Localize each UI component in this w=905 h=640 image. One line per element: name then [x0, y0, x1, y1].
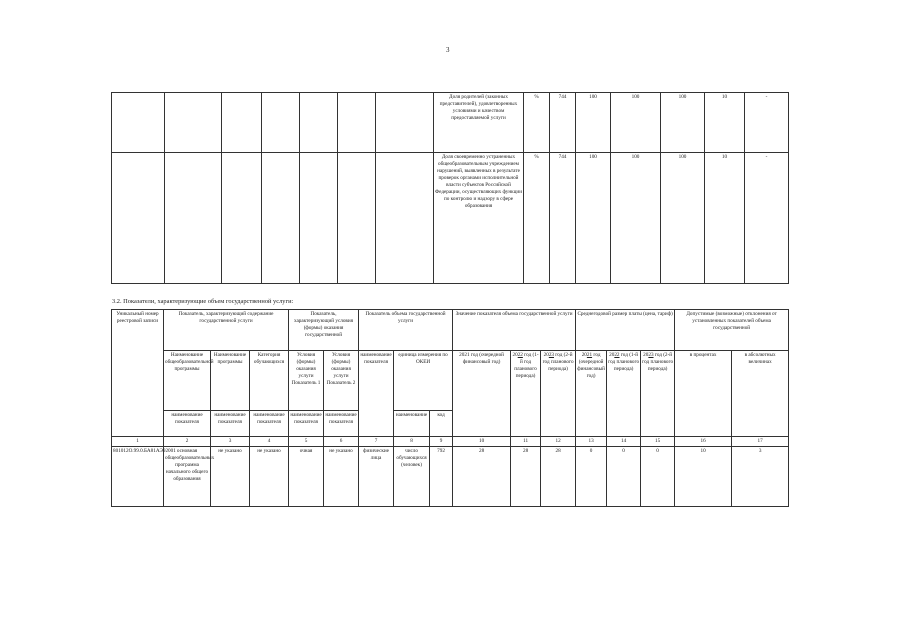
- indicator-name: Доля родителей (законных представителей), удовлетворенных условиями и качеством предоставляемой услуги: [434, 93, 524, 153]
- table-row: 801012О.99.0.БА81АЭ92001 основная общеобразовательных программа начального общего образования не указано не указано очная не указано физические лица число обучающихся (человек) 792 28 28 28 0 0 0 10 3: [112, 447, 789, 507]
- registry-number: 801012О.99.0.БА81АЭ92001: [112, 447, 164, 507]
- volume-indicators-table: [111, 309, 789, 507]
- quality-indicators-table: [111, 92, 789, 284]
- header-row: Наименование общеобразовательной программы Наименование программы Категория обучающихся Условия (формы) оказания услуги Показатель 1 Условия (формы) оказания услуги Показатель 2 наименование показателя единица измерения по ОКЕИ 2021 год (очередной финансовый год) 2022 год (1-й год планового периода) 2023 год (2-й год планового периода) 2021 год (очередной финансовый год) 2022 год (1-й год планового периода) 2023 год (2-й год планового периода) в процентах в абсолютных величинах: [112, 351, 789, 411]
- table-row: Доля своевременно устраненных общеобразовательным учреждением нарушений, выявленных в результате проверок органами исполнительной власти субъектов Российской Федерации, осуществляющих функции по контролю и надзору в сфере образования % 744 100 100 100 10 -: [112, 153, 789, 284]
- column-number-row: 1 2 3 4 5 6 7 8 9 10 11 12 13 14 15 16 17: [112, 437, 789, 447]
- indicator-name: Доля своевременно устраненных общеобразовательным учреждением нарушений, выявленных в результате проверок органами исполнительной власти субъектов Российской Федерации, осуществляющих функции по контролю и надзору в сфере образования: [434, 153, 524, 284]
- header-row: Уникальный номер реестровой записи Показатель, характеризующий содержание государственной услуги Показатель, характеризующий условия (формы) оказания государственной Показатель объема государственной услуги Значение показателя объема государственной услуги Среднегодовой размер платы (цена, тариф) Допустимые (возможные) отклонения от установленных показателей объема государственной: [112, 310, 789, 351]
- header-row: наименование показателя наименование показателя наименование показателя наименование показателя наименование показателя наименование код: [112, 411, 789, 437]
- table-row: Доля родителей (законных представителей), удовлетворенных условиями и качеством предоставляемой услуги % 744 100 100 100 10 -: [112, 93, 789, 153]
- page-number: 3: [446, 46, 450, 54]
- section-title: 3.2. Показатели, характеризующие объем государственной услуги:: [112, 298, 294, 305]
